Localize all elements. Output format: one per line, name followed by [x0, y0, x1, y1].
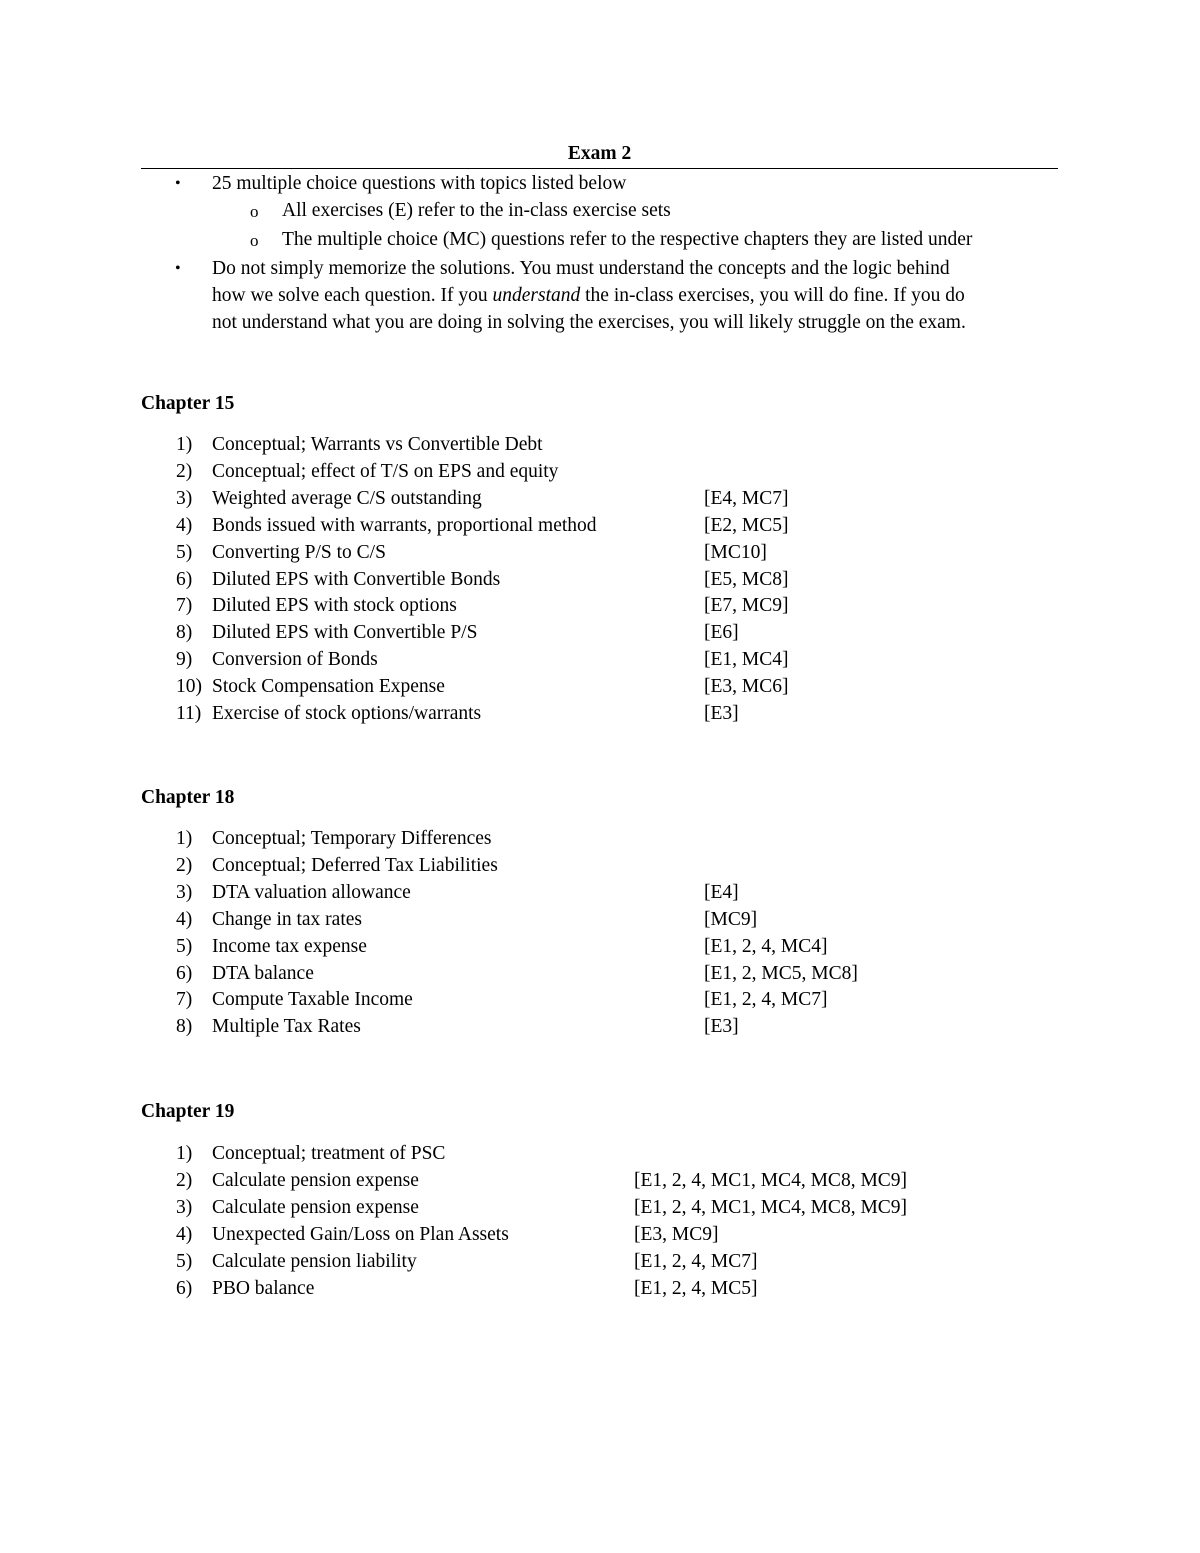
item-topic: Conversion of Bonds: [212, 649, 378, 670]
item-topic: Multiple Tax Rates: [212, 1016, 361, 1037]
item-reference: [E1, 2, 4, MC5]: [634, 1278, 758, 1299]
item-topic: Diluted EPS with stock options: [212, 595, 457, 616]
item-reference: [MC9]: [704, 909, 758, 930]
item-number: 3): [176, 1197, 193, 1218]
item-topic: PBO balance: [212, 1278, 315, 1299]
item-number: 4): [176, 515, 193, 536]
item-number: 1): [176, 1143, 193, 1164]
item-topic: Converting P/S to C/S: [212, 542, 386, 563]
bullet-marker: •: [175, 260, 181, 277]
item-number: 5): [176, 936, 193, 957]
item-topic: Exercise of stock options/warrants: [212, 703, 482, 724]
item-topic: Calculate pension expense: [212, 1170, 419, 1191]
item-reference: [E4, MC7]: [704, 488, 789, 509]
item-topic: Change in tax rates: [212, 909, 362, 930]
item-number: 1): [176, 434, 193, 455]
item-number: 5): [176, 542, 193, 563]
item-reference: [E1, 2, 4, MC4]: [704, 936, 828, 957]
item-reference: [E3]: [704, 703, 739, 724]
text-run: how we solve each question. If you: [212, 285, 493, 306]
item-reference: [E5, MC8]: [704, 569, 789, 590]
item-topic: Conceptual; effect of T/S on EPS and equity: [212, 461, 559, 482]
item-topic: Diluted EPS with Convertible Bonds: [212, 569, 501, 590]
text-run: the in-class exercises, you will do fine. If you do: [580, 285, 965, 306]
item-topic: Calculate pension expense: [212, 1197, 419, 1218]
item-reference: [MC10]: [704, 542, 767, 563]
sub-bullet-marker: o: [250, 202, 259, 221]
item-reference: [E1, 2, 4, MC7]: [704, 989, 828, 1010]
item-reference: [E1, 2, 4, MC7]: [634, 1251, 758, 1272]
item-topic: Conceptual; Warrants vs Convertible Debt: [212, 434, 543, 455]
item-topic: DTA balance: [212, 963, 314, 984]
page-title: Exam 2: [141, 141, 1058, 169]
item-reference: [E3, MC9]: [634, 1224, 719, 1245]
chapter-heading: Chapter 18: [141, 787, 235, 808]
item-number: 6): [176, 1278, 193, 1299]
item-number: 9): [176, 649, 193, 670]
item-number: 7): [176, 989, 193, 1010]
item-reference: [E7, MC9]: [704, 595, 789, 616]
item-topic: Conceptual; Temporary Differences: [212, 828, 492, 849]
item-topic: Diluted EPS with Convertible P/S: [212, 622, 478, 643]
sub-bullet-marker: o: [250, 231, 259, 250]
item-number: 2): [176, 461, 193, 482]
item-number: 4): [176, 909, 193, 930]
intro-bullet-2-line-2: [212, 283, 965, 309]
item-number: 5): [176, 1251, 193, 1272]
item-reference: [E1, 2, 4, MC1, MC4, MC8, MC9]: [634, 1197, 908, 1218]
emphasis-text: understand: [492, 285, 581, 306]
item-reference: [E2, MC5]: [704, 515, 789, 536]
item-reference: [E1, 2, 4, MC1, MC4, MC8, MC9]: [634, 1170, 908, 1191]
item-number: 3): [176, 488, 193, 509]
item-topic: Conceptual; treatment of PSC: [212, 1143, 446, 1164]
item-topic: Calculate pension liability: [212, 1251, 417, 1272]
item-number: 3): [176, 882, 193, 903]
item-reference: [E3]: [704, 1016, 739, 1037]
item-reference: [E1, 2, MC5, MC8]: [704, 963, 858, 984]
item-number: 2): [176, 855, 193, 876]
item-topic: Income tax expense: [212, 936, 367, 957]
item-topic: Stock Compensation Expense: [212, 676, 445, 697]
item-number: 1): [176, 828, 193, 849]
item-number: 6): [176, 963, 193, 984]
item-number: 8): [176, 622, 193, 643]
intro-sub-bullet-1: All exercises (E) refer to the in-class exercise sets: [282, 200, 671, 221]
item-number: 2): [176, 1170, 193, 1191]
item-number: 6): [176, 569, 193, 590]
chapter-heading: Chapter 19: [141, 1101, 235, 1122]
item-number: 7): [176, 595, 193, 616]
intro-bullet-2-line-3: not understand what you are doing in solving the exercises, you will likely struggle on the exam.: [212, 312, 966, 333]
item-topic: DTA valuation allowance: [212, 882, 411, 903]
bullet-marker: •: [175, 175, 181, 192]
item-topic: Unexpected Gain/Loss on Plan Assets: [212, 1224, 509, 1245]
item-number: 11): [176, 703, 202, 724]
item-reference: [E4]: [704, 882, 739, 903]
item-reference: [E1, MC4]: [704, 649, 789, 670]
item-topic: Compute Taxable Income: [212, 989, 413, 1010]
item-topic: Weighted average C/S outstanding: [212, 488, 482, 509]
item-reference: [E6]: [704, 622, 739, 643]
item-topic: Bonds issued with warrants, proportional method: [212, 515, 597, 536]
item-number: 4): [176, 1224, 193, 1245]
intro-bullet-2-line-1: Do not simply memorize the solutions. You must understand the concepts and the logic behind: [212, 258, 950, 279]
item-number: 10): [176, 676, 202, 697]
chapter-heading: Chapter 15: [141, 393, 235, 414]
intro-sub-bullet-2: The multiple choice (MC) questions refer to the respective chapters they are listed under: [282, 229, 973, 250]
intro-bullet-1: 25 multiple choice questions with topics listed below: [212, 173, 627, 194]
item-number: 8): [176, 1016, 193, 1037]
item-reference: [E3, MC6]: [704, 676, 789, 697]
item-topic: Conceptual; Deferred Tax Liabilities: [212, 855, 498, 876]
